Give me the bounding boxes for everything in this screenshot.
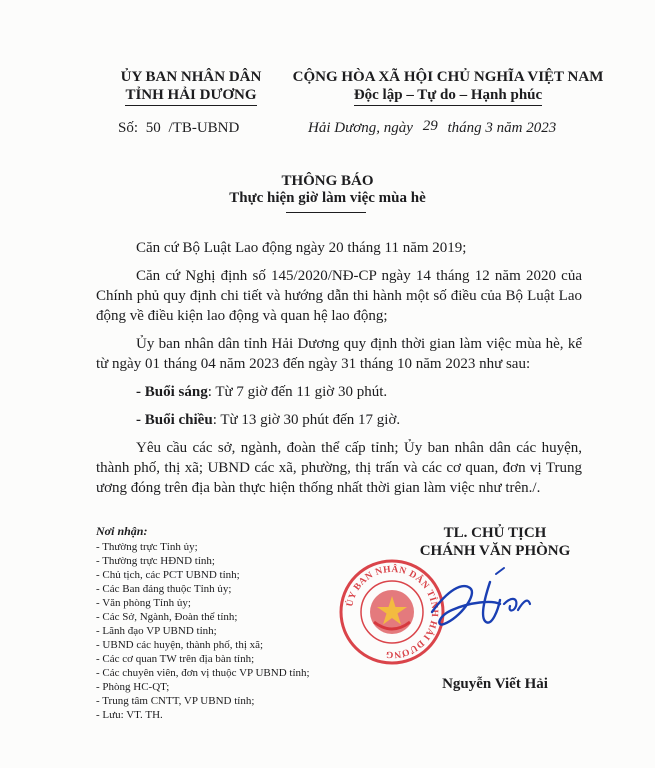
morning-label: - Buổi sáng (136, 384, 208, 400)
recipients-list (96, 524, 356, 722)
subtitle-underline (286, 212, 366, 213)
recipients-heading: Nơi nhận: (96, 524, 148, 538)
recipient-item: - Chủ tịch, các PCT UBND tỉnh; (96, 569, 240, 581)
recipient-item: - Các cơ quan TW trên địa bàn tỉnh; (96, 653, 255, 665)
recipient-item: - Trung tâm CNTT, VP UBND tỉnh; (96, 695, 255, 707)
recipient-item: - Văn phòng Tỉnh ủy; (96, 597, 191, 609)
recipient-item: - Lãnh đạo VP UBND tỉnh; (96, 625, 217, 637)
paragraph-legal-basis-2: Căn cứ Nghị định số 145/2020/NĐ-CP ngày 14 tháng 12 năm 2020 của Chính phủ quy định chi tiết và hướng dẫn thi hành một số điều của Bộ Luật Lao động về điều kiện lao động và quan hệ lao động; (96, 268, 582, 324)
recipient-item: - Các Sở, Ngành, Đoàn thể tỉnh; (96, 611, 238, 623)
seal-text: ỦY BAN NHÂN DÂN TỈNH HẢI DƯƠNG (345, 564, 440, 660)
date-prefix: Hải Dương, ngày (308, 120, 413, 136)
paragraph-decision: Ủy ban nhân dân tỉnh Hải Dương quy định thời gian làm việc mùa hè, kể từ ngày 01 tháng 04 năm 2023 đến ngày 31 tháng 10 năm 2023 như sau: (96, 336, 582, 372)
document-subtitle: Thực hiện giờ làm việc mùa hè (229, 190, 426, 206)
afternoon-label: - Buổi chiều (136, 412, 213, 428)
national-title: CỘNG HÒA XÃ HỘI CHỦ NGHĨA VIỆT NAM (292, 69, 604, 85)
document-title: THÔNG BÁO (281, 173, 374, 189)
issuing-authority-line2: TỈNH HẢI DƯƠNG (125, 86, 256, 106)
schedule-morning (96, 382, 582, 402)
document-number-value: 50 (145, 120, 161, 136)
issuing-authority-line1: ỦY BAN NHÂN DÂN (120, 69, 262, 85)
paragraph-request: Yêu cầu các sở, ngành, đoàn thể cấp tỉnh; Ủy ban nhân dân các huyện, thành phố, thị xã; UBND các xã, phường, thị trấn và các cơ quan, đơn vị Trung ương đóng trên địa bàn thực hiện thống nhất thời gian làm việc như trên./. (96, 440, 582, 496)
recipient-item: - Các chuyên viên, đơn vị thuộc VP UBND tỉnh; (96, 667, 310, 679)
document-body (96, 238, 582, 506)
signer-name: Nguyễn Viết Hải (442, 676, 548, 692)
document-number-suffix: /TB-UBND (168, 120, 240, 136)
document-number (118, 120, 239, 137)
signature-title-line2: CHÁNH VĂN PHÒNG (419, 543, 571, 559)
document-date (308, 120, 556, 137)
national-motto (268, 68, 628, 106)
paragraph-legal-basis-1: Căn cứ Bộ Luật Lao động ngày 20 tháng 11 năm 2019; (136, 240, 467, 256)
recipient-item: - Thường trực HĐND tỉnh; (96, 555, 215, 567)
signature-title-line1: TL. CHỦ TỊCH (443, 525, 547, 541)
national-motto-line: Độc lập – Tự do – Hạnh phúc (354, 86, 542, 106)
handwritten-signature (400, 560, 600, 640)
afternoon-hours: : Từ 13 giờ 30 phút đến 17 giờ. (212, 412, 401, 428)
issuing-authority (96, 68, 286, 106)
signature-block (380, 524, 610, 560)
document-number-prefix: Số: (118, 120, 139, 136)
date-day: 29 (422, 118, 438, 134)
recipient-item: - Lưu: VT. TH. (96, 709, 163, 721)
recipient-item: - Thường trực Tỉnh ủy; (96, 541, 198, 553)
recipient-item: - UBND các huyện, thành phố, thị xã; (96, 639, 264, 651)
schedule-afternoon (96, 410, 582, 430)
recipient-item: - Phòng HC-QT; (96, 681, 170, 693)
morning-hours: : Từ 7 giờ đến 11 giờ 30 phút. (207, 384, 388, 400)
date-suffix: tháng 3 năm 2023 (447, 120, 557, 136)
recipient-item: - Các Ban đảng thuộc Tỉnh ủy; (96, 583, 232, 595)
